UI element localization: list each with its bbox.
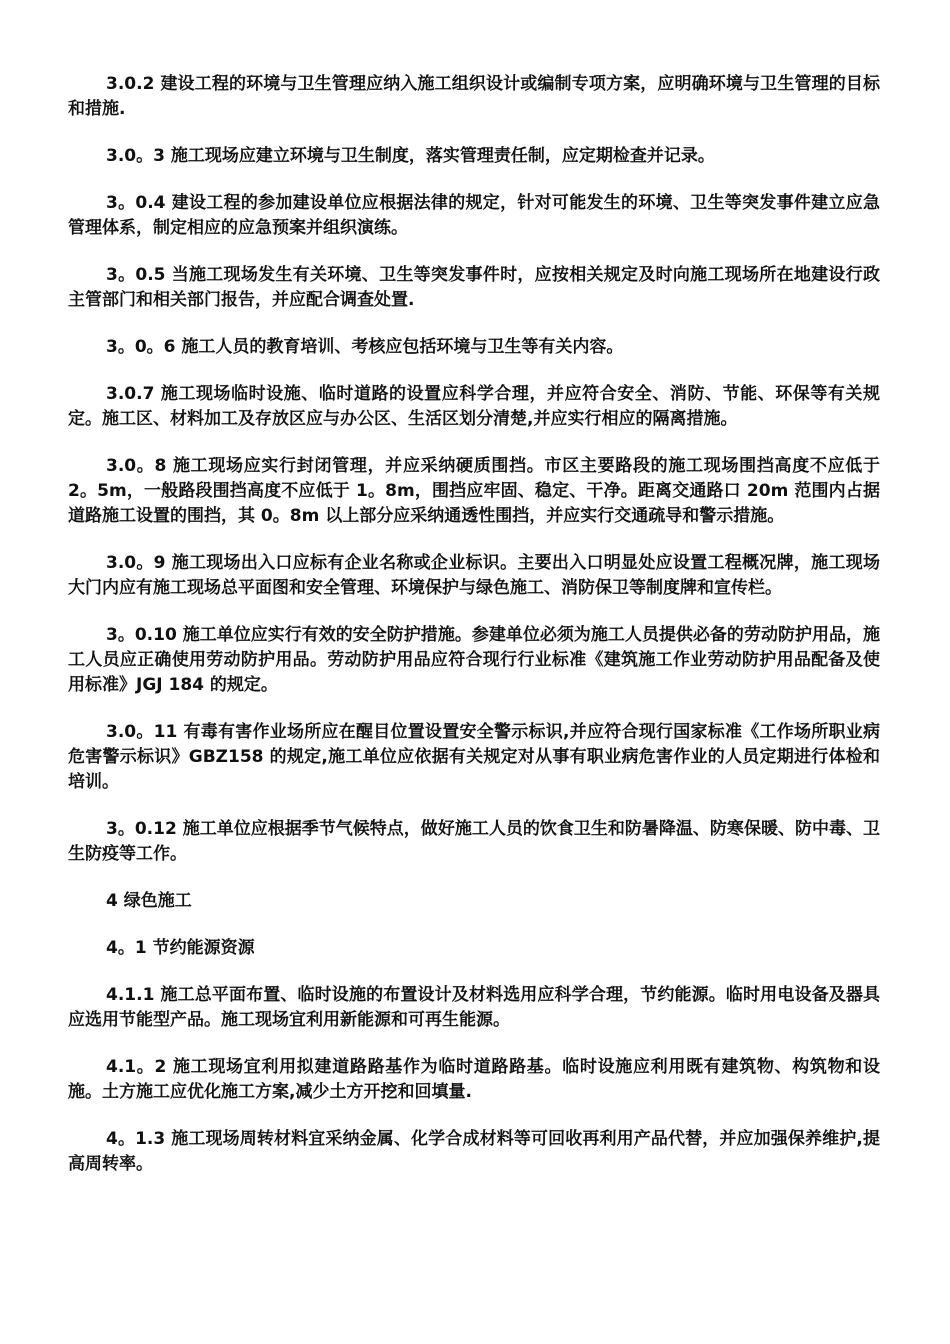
paragraph-3-0-10: 3。0.10 施工单位应实行有效的安全防护措施。参建单位必须为施工人员提供必备的劳动防护用品，施工人员应正确使用劳动防护用品。劳动防护用品应符合现行行业标准《建筑施工作业劳动防护用品配备及使用标准》JGJ 184 的规定。: [68, 625, 880, 695]
paragraph-4-1-2: 4.1。2 施工现场宜利用拟建道路路基作为临时道路路基。临时设施应利用既有建筑物、构筑物和设施。土方施工应优化施工方案,减少土方开挖和回填量.: [68, 1057, 880, 1102]
paragraph-3-0-7: 3.0.7 施工现场临时设施、临时道路的设置应科学合理，并应符合安全、消防、节能、环保等有关规定。施工区、材料加工及存放区应与办公区、生活区划分清楚,并应实行相应的隔离措施。: [68, 384, 880, 429]
paragraph-3-0-9: 3.0。9 施工现场出入口应标有企业名称或企业标识。主要出入口明显处应设置工程概况牌，施工现场大门内应有施工现场总平面图和安全管理、环境保护与绿色施工、消防保卫等制度牌和宣传栏。: [68, 553, 880, 598]
paragraph-3-0-8: 3.0。8 施工现场应实行封闭管理，并应采纳硬质围挡。市区主要路段的施工现场围挡高度不应低于 2。5m，一般路段围挡高度不应低于 1。8m，围挡应牢固、稳定、干净。距离交通路口 20m 范围内占据道路施工设置的围挡，其 0。8m 以上部分应采纳通透性围挡，并应实行交通疏导和警示措施。: [68, 456, 880, 526]
paragraph-4-1-1: 4.1.1 施工总平面布置、临时设施的布置设计及材料选用应科学合理，节约能源。临时用电设备及器具应选用节能型产品。施工现场宜利用新能源和可再生能源。: [68, 985, 880, 1030]
paragraph-3-0-11: 3.0。11 有毒有害作业场所应在醒目位置设置安全警示标识,并应符合现行国家标准《工作场所职业病危害警示标识》GBZ158 的规定,施工单位应依据有关规定对从事有职业病危害作业的人员定期进行体检和培训。: [68, 722, 880, 792]
paragraph-3-0-6: 3。0。6 施工人员的教育培训、考核应包括环境与卫生等有关内容。: [106, 337, 624, 357]
section-heading-4: 4 绿色施工: [106, 891, 192, 911]
paragraph-3-0-3: 3.0。3 施工现场应建立环境与卫生制度，落实管理责任制，应定期检查并记录。: [106, 146, 715, 166]
paragraph-3-0-4: 3。0.4 建设工程的参加建设单位应根据法律的规定，针对可能发生的环境、卫生等突发事件建立应急管理体系，制定相应的应急预案并组织演练。: [68, 193, 880, 238]
section-heading-4-1: 4。1 节约能源资源: [106, 938, 255, 958]
paragraph-4-1-3: 4。1.3 施工现场周转材料宜采纳金属、化学合成材料等可回收再利用产品代替，并应加强保养维护,提高周转率。: [68, 1129, 880, 1174]
paragraph-3-0-12: 3。0.12 施工单位应根据季节气候特点，做好施工人员的饮食卫生和防暑降温、防寒保暖、防中毒、卫生防疫等工作。: [68, 819, 880, 864]
paragraph-3-0-5: 3。0.5 当施工现场发生有关环境、卫生等突发事件时，应按相关规定及时向施工现场所在地建设行政主管部门和相关部门报告，并应配合调查处置.: [68, 265, 880, 310]
paragraph-3-0-2: 3.0.2 建设工程的环境与卫生管理应纳入施工组织设计或编制专项方案，应明确环境与卫生管理的目标和措施.: [68, 74, 880, 119]
